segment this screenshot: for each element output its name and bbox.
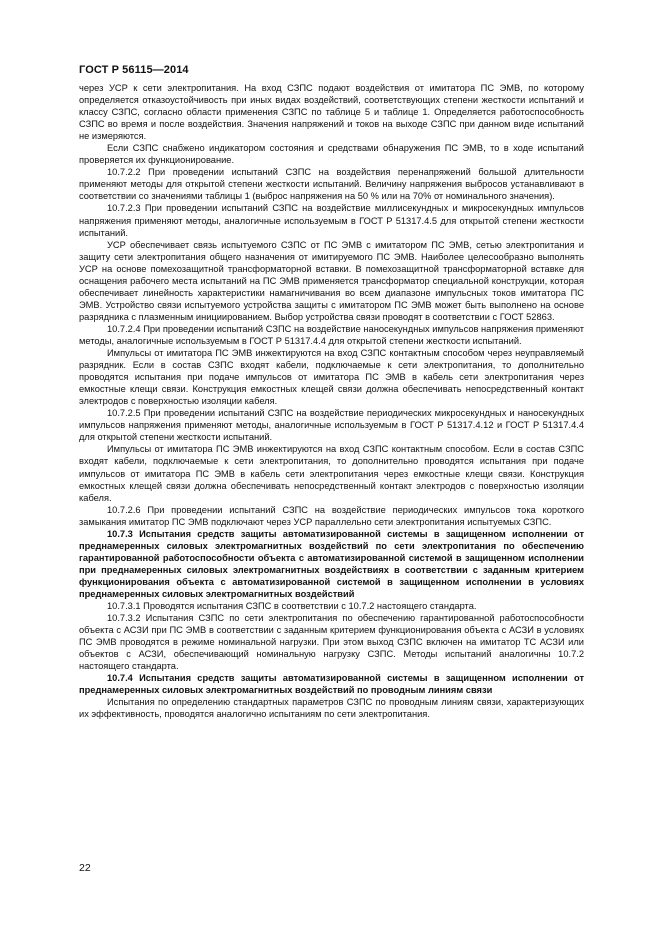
- paragraph: Импульсы от имитатора ПС ЭМВ инжектируются на вход СЗПС контактным способом. Если в состав СЗПС входят кабели, подключаемые к сети электропитания, то дополнительно проводятся испытания при подаче импульсов от имитатора ПС ЭМВ в кабель сети электропитания через емкостные клещи связи. Конструкция емкостных клещей связи должна обеспечивать непосредственный контакт электродов с поверхностью изоляции кабеля.: [79, 444, 584, 503]
- paragraph-10-7-2-5: 10.7.2.5 При проведении испытаний СЗПС на воздействие периодических микросекундных и наносекундных импульсов напряжения применяют методы, аналогичные используемым в ГОСТ Р 51317.4.12 и ГОСТ Р 51317.4.4 для открытой степени жесткости испытаний.: [79, 408, 584, 443]
- document-body: [79, 82, 584, 720]
- section-heading-10-7-4: 10.7.4 Испытания средств защиты автоматизированной системы в защищенном исполнении от преднамеренных силовых электромагнитных воздействий по проводным линиям связи: [79, 673, 584, 696]
- paragraph-10-7-2-3: 10.7.2.3 При проведении испытаний СЗПС на воздействие миллисекундных и микросекундных импульсов напряжения применяют методы, аналогичные используемым в ГОСТ Р 51317.4.5 для открытой степени жесткости испытаний.: [79, 203, 584, 238]
- paragraph-10-7-2-4: 10.7.2.4 При проведении испытаний СЗПС на воздействие наносекундных импульсов напряжения применяют методы, аналогичные используемым в ГОСТ Р 51317.4.4 для открытой степени жесткости испытаний.: [79, 323, 584, 346]
- section-heading-10-7-3: 10.7.3 Испытания средств защиты автоматизированной системы в защищенном исполнении от преднамеренных силовых электромагнитных воздействий по сети электропитания по обеспечению гарантированной работоспособности объекта с автоматизированной системой в защищенном исполнении при преднамеренных силовых электромагнитных воздействиях в соответствии с заданным критерием функционирования объекта с автоматизированной системой в защищенном исполнении в условиях преднамеренных силовых электромагнитных воздействий: [79, 528, 584, 599]
- paragraph-10-7-2-6: 10.7.2.6 При проведении испытаний СЗПС на воздействие периодических импульсов тока короткого замыкания имитатор ПС ЭМВ подключают через УСР параллельно сети электропитания испытуемых СЗПС.: [79, 504, 584, 527]
- page-number: 22: [79, 862, 91, 874]
- standard-header: ГОСТ Р 56115—2014: [79, 64, 189, 76]
- paragraph: Импульсы от имитатора ПС ЭМВ инжектируются на вход СЗПС контактным способом через неуправляемый разрядник. Если в состав СЗПС входят кабели, подключаемые к сети электропитания, то дополнительно проводятся испытания при подаче импульсов от имитатора ПС ЭМВ в кабель сети электропитания через емкостные клещи связи. Конструкция емкостных клещей связи должна обеспечивать непосредственный контакт электродов с поверхностью изоляции кабеля.: [79, 348, 584, 407]
- paragraph: Испытания по определению стандартных параметров СЗПС по проводным линиям связи, характеризующих их эффективность, проводятся аналогично испытаниям по сети электропитания.: [79, 697, 584, 720]
- paragraph-10-7-3-1: 10.7.3.1 Проводятся испытания СЗПС в соответствии с 10.7.2 настоящего стандарта.: [107, 601, 477, 612]
- paragraph-10-7-2-2: 10.7.2.2 При проведении испытаний СЗПС на воздействия перенапряжений большой длительности применяют методы для открытой степени жесткости испытаний. Величину напряжения выбросов устанавливают в соответствии со значениями таблицы 1 (выброс напряжения на 50 % или на 70% от номинального значения).: [79, 167, 584, 202]
- paragraph: УСР обеспечивает связь испытуемого СЗПС от ПС ЭМВ с имитатором ПС ЭМВ, сетью электропитания и защиту сети электропитания общего назначения от имитируемого ПС ЭМВ. Наиболее целесообразно выполнять УСР на основе помехозащитной трансформаторной вставки. В помехозащитной трансформаторной вставке для оснащения рабочего места испытаний на ПС ЭМВ применяется трансформатор специальной конструкции, которая обеспечивает линейность характеристики намагничивания во всем диапазоне импульсных токов имитатора ПС ЭМВ. Устройство связи испытуемого устройства защиты с имитатором ПС ЭМВ может быть выполнено на основе разрядника с плазменным инициированием. Выбор устройства связи проводят в соответствии с ГОСТ 52863.: [79, 239, 584, 322]
- paragraph: через УСР к сети электропитания. На вход СЗПС подают воздействия от имитатора ПС ЭМВ, по которому определяется отказоустойчивость при иных видах воздействий, соответствующих степени жесткости испытаний и классу СЗПС, согласно области применения СЗПС по таблице 5 и таблице 1. Определяется работоспособность СЗПС во время и после воздействия. Значения напряжений и токов на выходе СЗПС при данном виде испытаний не измеряются.: [79, 83, 584, 142]
- paragraph-10-7-3-2: 10.7.3.2 Испытания СЗПС по сети электропитания по обеспечению гарантированной работоспособности объекта с АСЗИ при ПС ЭМВ в соответствии с заданным критерием функционирования объекта с АСЗИ в условиях ПС ЭМВ проводятся в режиме номинальной нагрузки. При этом выход СЗПС включен на имитатор ТС АСЗИ или объектов с АСЗИ, обеспечивающий номинальную нагрузку СЗПС. Методы испытаний аналогичны 10.7.2 настоящего стандарта.: [79, 613, 584, 672]
- paragraph: Если СЗПС снабжено индикатором состояния и средствами обнаружения ПС ЭМВ, то в ходе испытаний проверяется их функционирование.: [79, 143, 584, 166]
